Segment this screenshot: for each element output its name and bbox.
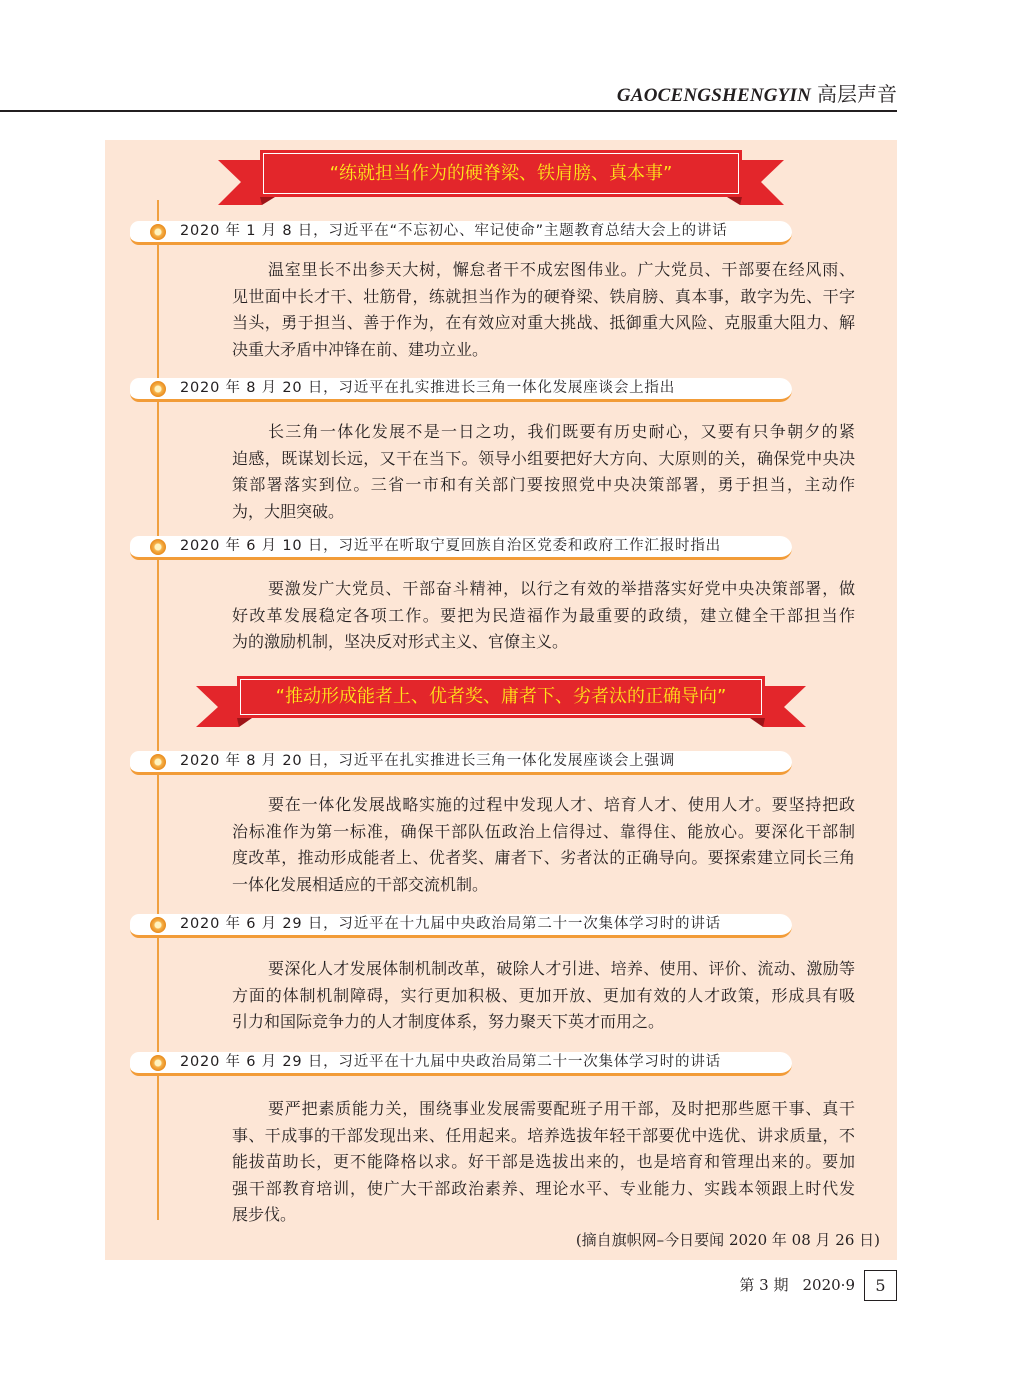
bullet-dot-icon bbox=[150, 224, 166, 240]
paragraph-line: 一体化发展相适应的干部交流机制。 bbox=[232, 874, 489, 894]
paragraph-line: 迫感，既谋划长远，又干在当下。领导小组要把好大方向、大原则的关，确保党中央决 bbox=[232, 448, 855, 468]
bullet-dot-icon bbox=[150, 917, 166, 933]
paragraph-line: 能拔苗助长，更不能降格以求。好干部是选拔出来的，也是培育和管理出来的。要加 bbox=[232, 1152, 855, 1171]
entry-heading-text: 2020 年 6 月 29 日，习近平在十九届中央政治局第二十一次集体学习时的讲话 bbox=[180, 916, 721, 932]
banner-title: “练就担当作为的硬脊梁、铁肩膀、真本事” bbox=[329, 163, 673, 184]
paragraph-line: 要在一体化发展战略实施的过程中发现人才、培育人才、使用人才。要坚持把政 bbox=[268, 795, 855, 814]
entry-heading-text: 2020 年 1 月 8 日，习近平在“不忘初心、牢记使命”主题教育总结大会上的讲话 bbox=[180, 223, 728, 239]
header-pinyin: GAOCENGSHENGYIN bbox=[616, 85, 811, 106]
section-banner-1 bbox=[215, 148, 787, 210]
entry-heading bbox=[130, 914, 792, 938]
paragraph-line: 事、干成事的干部发现出来、任用起来。培养选拔年轻干部要优中选优、讲求质量，不 bbox=[232, 1125, 855, 1145]
entry-paragraph bbox=[232, 257, 855, 363]
paragraph-line: 引力和国际竞争力的人才制度体系，努力聚天下英才而用之。 bbox=[232, 1012, 665, 1031]
paragraph-line: 长三角一体化发展不是一日之功，我们既要有历史耐心，又要有只争朝夕的紧 bbox=[268, 422, 855, 441]
paragraph-line: 好改革发展稳定各项工作。要把为民造福作为最重要的政绩，建立健全干部担当作 bbox=[232, 605, 855, 625]
paragraph-line: 要严把素质能力关，围绕事业发展需要配班子用干部，及时把那些愿干事、真干 bbox=[268, 1099, 855, 1118]
source-citation: (摘自旗帜网–今日要闻 2020 年 08 月 26 日) bbox=[575, 1231, 880, 1249]
entry-paragraph bbox=[232, 1096, 855, 1229]
entry-heading-text: 2020 年 6 月 10 日，习近平在听取宁夏回族自治区党委和政府工作汇报时指出 bbox=[180, 538, 721, 554]
paragraph-line: 展步伐。 bbox=[232, 1205, 297, 1224]
entry-heading bbox=[130, 536, 792, 560]
footer-issue: 第 3 期 bbox=[739, 1276, 789, 1294]
section-banner-2 bbox=[193, 674, 809, 730]
bullet-dot-icon bbox=[150, 1055, 166, 1071]
paragraph-line: 方面的体制机制障碍，实行更加积极、更加开放、更加有效的人才政策，形成具有吸 bbox=[232, 985, 855, 1005]
paragraph-line: 治标准作为第一标准，确保干部队伍政治上信得过、靠得住、能放心。要深化干部制 bbox=[232, 821, 855, 841]
paragraph-line: 强干部教育培训，使广大干部政治素养、理论水平、专业能力、实践本领跟上时代发 bbox=[232, 1178, 855, 1198]
entry-heading bbox=[130, 751, 792, 775]
entry-heading bbox=[130, 378, 792, 402]
paragraph-line: 要激发广大党员、干部奋斗精神，以行之有效的举措落实好党中央决策部署，做 bbox=[268, 579, 855, 598]
entry-paragraph bbox=[232, 576, 855, 656]
header-rule bbox=[0, 110, 897, 112]
paragraph-line: 要深化人才发展体制机制改革，破除人才引进、培养、使用、评价、流动、激励等 bbox=[268, 959, 855, 978]
bullet-dot-icon bbox=[150, 539, 166, 555]
bullet-dot-icon bbox=[150, 754, 166, 770]
running-header bbox=[500, 78, 897, 106]
paragraph-line: 见世面中长才干、壮筋骨，练就担当作为的硬脊梁、铁肩膀、真本事，敢字为先、干字 bbox=[232, 286, 855, 306]
paragraph-line: 决重大矛盾中冲锋在前、建功立业。 bbox=[232, 339, 489, 359]
bullet-dot-icon bbox=[150, 381, 166, 397]
entry-heading bbox=[130, 221, 792, 245]
paragraph-line: 温室里长不出参天大树，懈怠者干不成宏图伟业。广大党员、干部要在经风雨、 bbox=[268, 260, 855, 279]
footer-issue-info bbox=[700, 1273, 855, 1297]
entry-heading bbox=[130, 1052, 792, 1076]
page-number: 5 bbox=[864, 1270, 897, 1301]
entry-heading-text: 2020 年 6 月 29 日，习近平在十九届中央政治局第二十一次集体学习时的讲话 bbox=[180, 1054, 721, 1070]
paragraph-line: 为的激励机制，坚决反对形式主义、官僚主义。 bbox=[232, 632, 569, 651]
paragraph-line: 策部署落实到位。三省一市和有关部门要按照党中央决策部署，勇于担当，主动作 bbox=[232, 475, 855, 494]
paragraph-line: 当头，勇于担当、善于作为，在有效应对重大挑战、抵御重大风险、克服重大阻力、解 bbox=[232, 313, 855, 332]
paragraph-line: 为，大胆突破。 bbox=[232, 501, 345, 521]
entry-paragraph bbox=[232, 419, 855, 525]
entry-heading-text: 2020 年 8 月 20 日，习近平在扎实推进长三角一体化发展座谈会上强调 bbox=[180, 753, 676, 769]
entry-heading-text: 2020 年 8 月 20 日，习近平在扎实推进长三角一体化发展座谈会上指出 bbox=[180, 380, 676, 396]
entry-paragraph bbox=[232, 956, 855, 1036]
entry-paragraph bbox=[232, 792, 855, 898]
footer-date: 2020·9 bbox=[802, 1276, 855, 1294]
banner-title: “推动形成能者上、优者奖、庸者下、劣者汰的正确导向” bbox=[275, 686, 727, 707]
header-title: 高层声音 bbox=[817, 82, 897, 106]
paragraph-line: 度改革，推动形成能者上、优者奖、庸者下、劣者汰的正确导向。要探索建立同长三角 bbox=[232, 848, 855, 867]
